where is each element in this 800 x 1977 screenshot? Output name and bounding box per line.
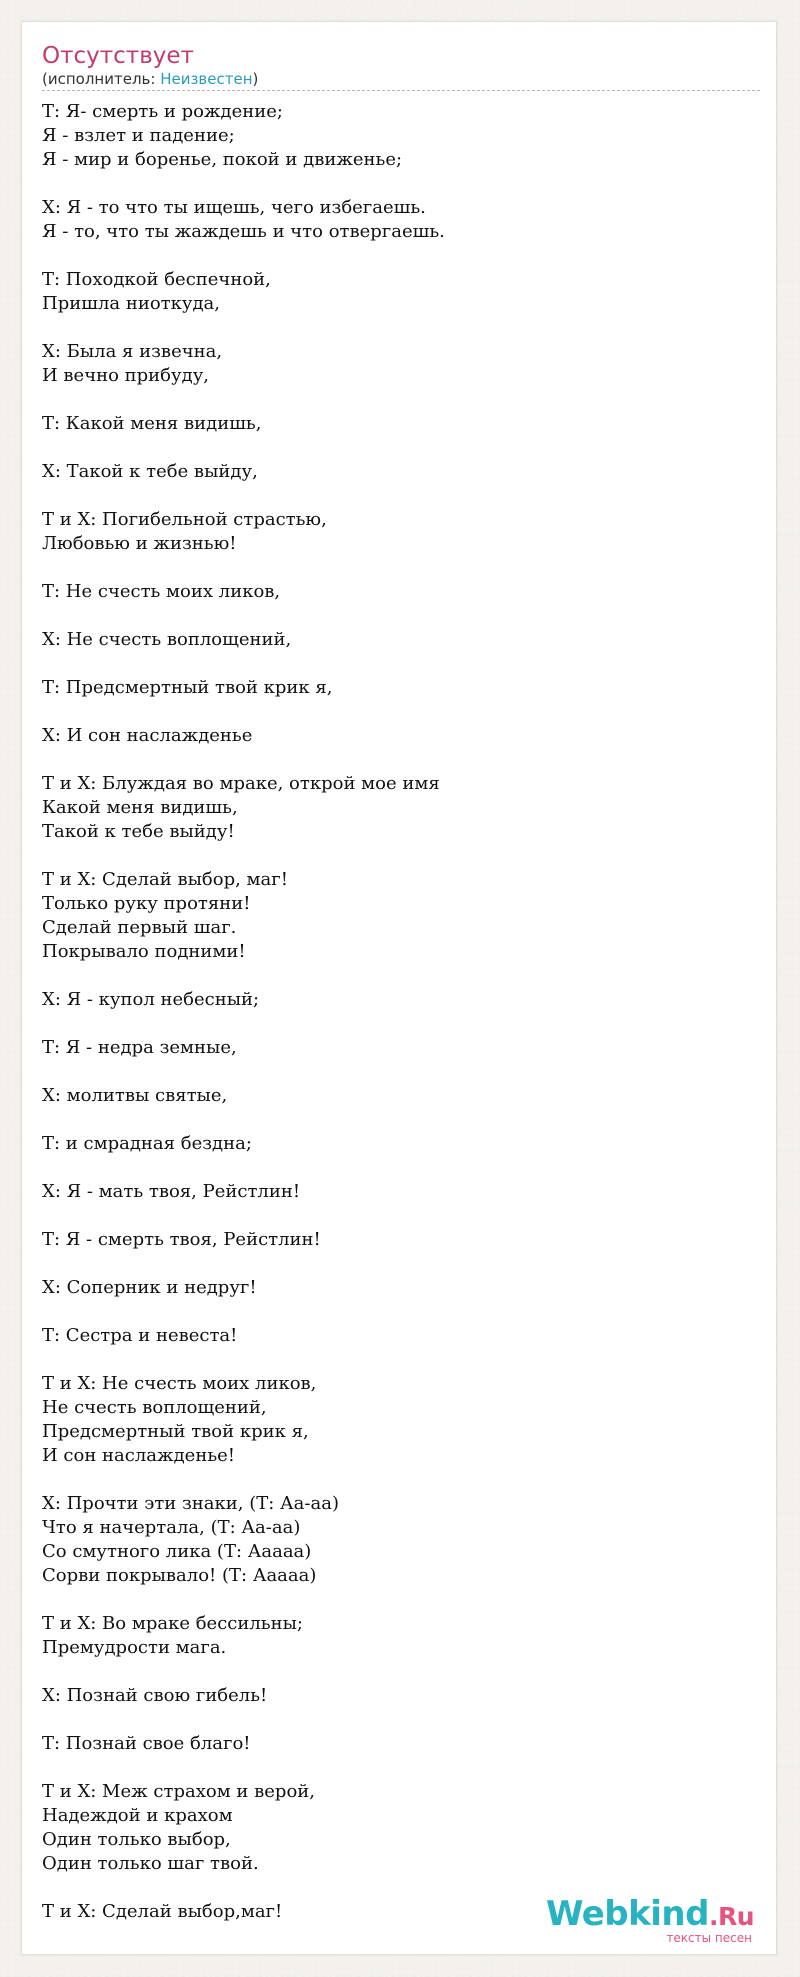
lyrics-line: Х: Познай свою гибель! <box>42 1685 268 1706</box>
lyrics-line: Т и Х: Погибельной страстью, <box>42 509 327 530</box>
lyrics-stanza <box>42 868 760 964</box>
lyrics-line: Т: Предсмертный твой крик я, <box>42 677 333 698</box>
artist-suffix: ) <box>252 70 259 88</box>
lyrics-line: Один только выбор, <box>42 1829 231 1850</box>
lyrics-stanza <box>42 460 760 484</box>
song-header <box>42 42 760 91</box>
lyrics-card <box>21 21 777 1955</box>
lyrics-line: И сон наслажденье! <box>42 1445 236 1466</box>
lyrics-stanza <box>42 988 760 1012</box>
logo-main-text: Webkind <box>545 1894 709 1934</box>
lyrics-stanza <box>42 1612 760 1660</box>
lyrics-line: Покрывало подними! <box>42 941 246 962</box>
lyrics-line: Т и Х: Сделай выбор,маг! <box>42 1901 283 1922</box>
lyrics-line: Я - взлет и падение; <box>42 125 235 146</box>
lyrics-line: Х: Была я извечна, <box>42 341 223 362</box>
lyrics-stanza <box>42 772 760 844</box>
lyrics-line: Х: Я - то что ты ищешь, чего избегаешь. <box>42 197 426 218</box>
lyrics-line: Не счесть воплощений, <box>42 1397 267 1418</box>
lyrics-line: Т и Х: Во мраке бессильны; <box>42 1613 303 1634</box>
logo-tagline: тексты песен <box>666 1931 752 1945</box>
lyrics-stanza <box>42 1372 760 1468</box>
lyrics-line: Такой к тебе выйду! <box>42 821 235 842</box>
lyrics-stanza <box>42 1036 760 1060</box>
artist-link[interactable]: Неизвестен <box>160 70 253 88</box>
lyrics-stanza <box>42 100 760 172</box>
lyrics-stanza <box>42 724 760 748</box>
logo-wordmark <box>546 1896 754 1935</box>
lyrics-line: Премудрости мага. <box>42 1637 227 1658</box>
lyrics-stanza <box>42 196 760 244</box>
lyrics-line: Пришла ниоткуда, <box>42 293 221 314</box>
lyrics-stanza <box>42 1684 760 1708</box>
lyrics-line: Я - то, что ты жаждешь и что отвергаешь. <box>42 221 445 242</box>
lyrics-line: Т: Сестра и невеста! <box>42 1325 238 1346</box>
artist-prefix: (исполнитель: <box>42 70 161 88</box>
lyrics-line: Сделай первый шаг. <box>42 917 237 938</box>
lyrics-line: Х: Такой к тебе выйду, <box>42 461 258 482</box>
webkind-logo[interactable] <box>546 1896 754 1944</box>
lyrics-line: Т: Я - недра земные, <box>42 1037 237 1058</box>
lyrics-stanza <box>42 676 760 700</box>
lyrics-line: Надеждой и крахом <box>42 1805 233 1826</box>
lyrics-line: Т: Походкой беспечной, <box>42 269 271 290</box>
lyrics-line: Т: Я- смерть и рождение; <box>42 101 283 122</box>
artist-line <box>42 70 760 91</box>
lyrics-line: Х: молитвы святые, <box>42 1085 228 1106</box>
lyrics-line: Х: Я - мать твоя, Рейстлин! <box>42 1181 301 1202</box>
lyrics-stanza <box>42 1084 760 1108</box>
lyrics-line: Какой меня видишь, <box>42 797 238 818</box>
song-title: Отсутствует <box>42 43 194 69</box>
lyrics-stanza <box>42 1780 760 1876</box>
lyrics-line: Т: и смрадная бездна; <box>42 1133 252 1154</box>
lyrics-stanza <box>42 508 760 556</box>
lyrics-stanza <box>42 580 760 604</box>
lyrics-stanza <box>42 1228 760 1252</box>
lyrics-line: Х: Соперник и недруг! <box>42 1277 257 1298</box>
lyrics-text <box>42 100 760 1948</box>
lyrics-line: И вечно прибуду, <box>42 365 210 386</box>
lyrics-stanza <box>42 1732 760 1756</box>
lyrics-stanza <box>42 412 760 436</box>
lyrics-stanza <box>42 340 760 388</box>
lyrics-line: Предсмертный твой крик я, <box>42 1421 309 1442</box>
lyrics-line: Т: Познай свое благо! <box>42 1733 251 1754</box>
lyrics-stanza <box>42 1132 760 1156</box>
lyrics-line: Х: И сон наслажденье <box>42 725 253 746</box>
lyrics-stanza <box>42 1324 760 1348</box>
lyrics-line: Я - мир и боренье, покой и движенье; <box>42 149 403 170</box>
lyrics-stanza <box>42 1180 760 1204</box>
lyrics-line: Т: Какой меня видишь, <box>42 413 262 434</box>
lyrics-line: Т и Х: Не счесть моих ликов, <box>42 1373 317 1394</box>
lyrics-line: Любовью и жизнью! <box>42 533 237 554</box>
lyrics-line: Только руку протяни! <box>42 893 251 914</box>
lyrics-line: Т и Х: Сделай выбор, маг! <box>42 869 288 890</box>
lyrics-line: Х: Я - купол небесный; <box>42 989 260 1010</box>
lyrics-line: Со смутного лика (Т: Ааааа) <box>42 1541 312 1562</box>
lyrics-line: Х: Прочти эти знаки, (Т: Аа-аа) <box>42 1493 339 1514</box>
lyrics-line: Один только шаг твой. <box>42 1853 259 1874</box>
lyrics-stanza <box>42 628 760 652</box>
lyrics-line: Х: Не счесть воплощений, <box>42 629 292 650</box>
lyrics-line: Т и Х: Меж страхом и верой, <box>42 1781 315 1802</box>
lyrics-line: Т и Х: Блуждая во мраке, открой мое имя <box>42 773 440 794</box>
lyrics-line: Что я начертала, (Т: Аа-аа) <box>42 1517 301 1538</box>
lyrics-stanza <box>42 1492 760 1588</box>
logo-ru-text: .Ru <box>708 1902 754 1931</box>
lyrics-stanza <box>42 268 760 316</box>
lyrics-line: Т: Я - смерть твоя, Рейстлин! <box>42 1229 321 1250</box>
lyrics-stanza <box>42 1276 760 1300</box>
lyrics-line: Сорви покрывало! (Т: Ааааа) <box>42 1565 317 1586</box>
lyrics-line: Т: Не счесть моих ликов, <box>42 581 281 602</box>
